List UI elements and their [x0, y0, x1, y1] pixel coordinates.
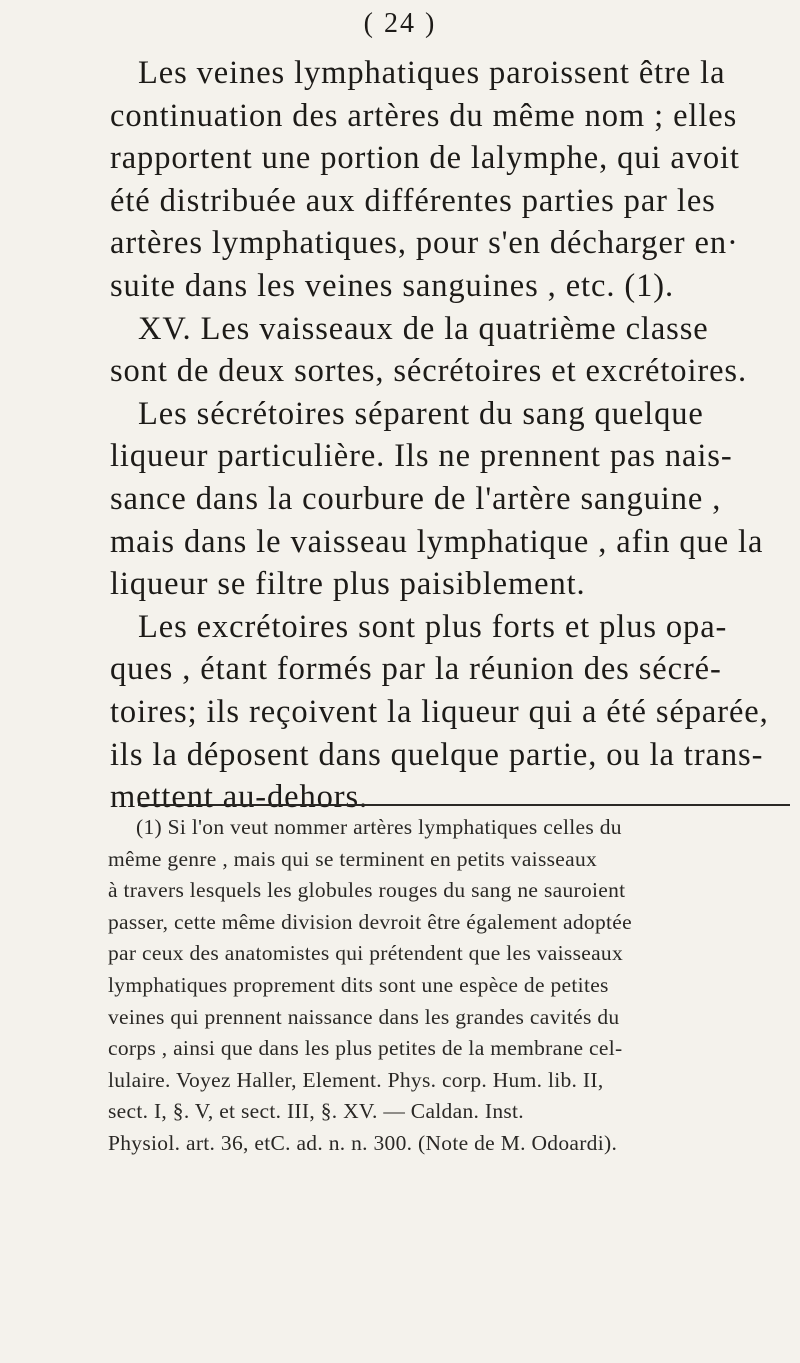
footnote-line: veines qui prennent naissance dans les grandes cavités du	[108, 1004, 620, 1029]
text-line: XV. Les vaisseaux de la quatrième classe	[138, 310, 709, 347]
footnote-line: Physiol. art. 36, etC. ad. n. n. 300. (Note de M. Odoardi).	[108, 1130, 618, 1155]
text-line: ques , étant formés par la réunion des sécré-	[110, 651, 722, 688]
footnote-line: corps , ainsi que dans les plus petites de la membrane cel-	[108, 1036, 623, 1061]
text-line: liqueur se filtre plus paisiblement.	[110, 566, 586, 603]
text-line: mettent au-dehors.	[110, 779, 369, 816]
text-line: toires; ils reçoivent la liqueur qui a été séparée,	[110, 693, 769, 730]
text-line: ils la déposent dans quelque partie, ou la trans-	[110, 736, 764, 773]
text-line: Les veines lymphatiques paroissent être la	[138, 55, 726, 91]
footnote-divider	[138, 804, 790, 806]
footnote-line: lymphatiques proprement dits sont une espèce de petites	[108, 972, 609, 997]
text-line: liqueur particulière. Ils ne prennent pas nais-	[110, 438, 733, 475]
footnote-line: même genre , mais qui se terminent en petits vaisseaux	[108, 846, 598, 871]
footnote	[108, 812, 798, 1160]
text-line: Les sécrétoires séparent du sang quelque	[138, 395, 704, 432]
footnote-line: (1) Si l'on veut nommer artères lymphatiques celles du	[136, 815, 622, 839]
text-line: Les excrétoires sont plus forts et plus opa-	[138, 608, 728, 645]
text-line: suite dans les veines sanguines , etc. (1).	[110, 267, 674, 304]
text-line: rapportent une portion de lalymphe, qui avoit	[110, 140, 740, 177]
text-line: sance dans la courbure de l'artère sanguine ,	[110, 480, 722, 517]
text-line: artères lymphatiques, pour s'en décharger en·	[110, 225, 739, 262]
footnote-line: lulaire. Voyez Haller, Element. Phys. corp. Hum. lib. II,	[108, 1067, 604, 1092]
text-line: continuation des artères du même nom ; elles	[110, 97, 738, 134]
text-line: été distribuée aux différentes parties par les	[110, 182, 716, 219]
page-number: ( 24 )	[363, 8, 437, 39]
footnote-line: par ceux des anatomistes qui prétendent que les vaisseaux	[108, 941, 624, 966]
footnote-line: passer, cette même division devroit être également adoptée	[108, 909, 632, 934]
main-text	[110, 52, 790, 819]
text-line: mais dans le vaisseau lymphatique , afin que la	[110, 523, 764, 560]
footnote-line: à travers lesquels les globules rouges du sang ne sauroient	[108, 878, 626, 903]
text-line: sont de deux sortes, sécrétoires et excrétoires.	[110, 353, 748, 390]
footnote-line: sect. I, §. V, et sect. III, §. XV. — Caldan. Inst.	[108, 1099, 524, 1124]
